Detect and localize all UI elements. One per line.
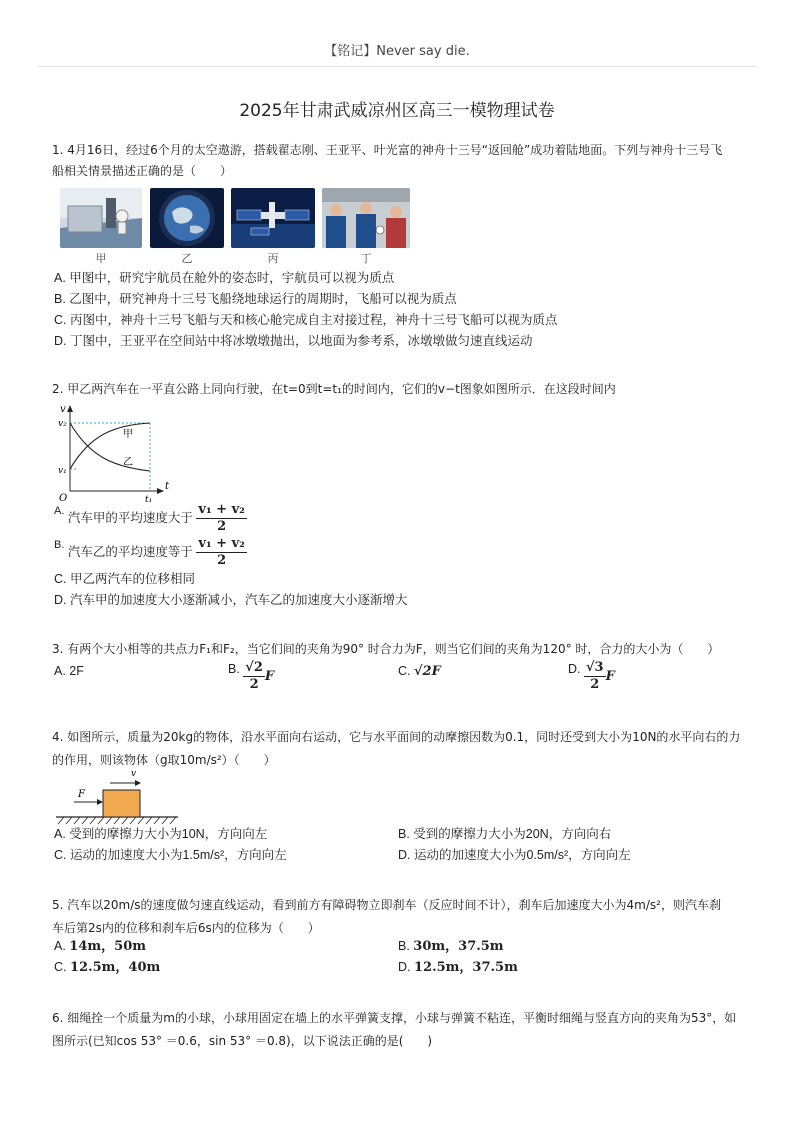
q4-stem [52,729,752,769]
q5-option-c[interactable] [54,958,160,977]
q4-option-d[interactable]: D. 运动的加速度大小为0.5m/s²，方向向左 [398,848,631,862]
q1-caption-bing: 丙 [267,252,279,265]
q5-option-b[interactable] [398,937,504,956]
q5-stem-line2: 车后第2s内的位移和刹车后6s内的位移为（ ） [52,921,320,935]
q4-option-c[interactable]: C. 运动的加速度大小为1.5m/s²，方向向左 [54,848,287,862]
q5-option-b-prefix: B. [398,939,410,953]
q1-photo-yi [150,188,224,248]
q1-option-a[interactable]: A. 甲图中，研究宇航员在舱外的姿态时，宇航员可以视为质点 [54,271,395,285]
q1-stem-line1: 1. 4月16日，经过6个月的太空遨游，搭载翟志刚、王亚平、叶光富的神舟十三号“返回舱”成功着陆地面。下列与神舟十三号飞 [52,143,723,157]
q2-option-b[interactable] [54,536,247,569]
q3-option-d[interactable] [568,660,615,693]
q5-option-d-prefix: D. [398,960,411,974]
q5-option-a-prefix: A. [54,939,66,953]
q1-photo-ding [322,188,410,248]
q3-option-c-prefix: C. [398,664,411,678]
q6-stem-line1: 6. 细绳拴一个质量为m的小球，小球用固定在墙上的水平弹簧支撑，小球与弹簧不粘连，平衡时细绳与竖直方向的夹角为53°，如 [52,1011,737,1025]
q2-curve-yi [70,423,150,471]
q1-option-c[interactable]: C. 丙图中，神舟十三号飞船与天和核心舱完成自主对接过程，神舟十三号飞船可以视为质点 [54,313,558,327]
q3-option-d-denominator: 2 [590,677,600,692]
q3-option-c-value: √2F [413,664,441,679]
q4-velocity-label: v [131,769,137,779]
q2-option-c[interactable]: C. 甲乙两汽车的位移相同 [54,572,195,586]
q3-option-c[interactable] [398,662,441,681]
q2-fraction-numerator: v₁ + v₂ [198,502,245,517]
q2-t1-label: t₁ [145,495,153,503]
exam-title: 2025年甘肃武威凉州区高三一模物理试卷 [239,101,555,121]
q4-block-figure [56,766,181,826]
q1-stem-line2: 船相关情景描述正确的是（ ） [52,164,233,178]
q3-option-d-fraction [584,660,606,693]
q3-option-d-prefix: D. [568,662,581,676]
q3-option-b-variable: F [264,668,275,684]
q2-option-a-fraction [196,502,246,535]
q2-stem: 2. 甲乙两汽车在一平直公路上同向行驶，在t=0到t=t₁的时间内，它们的v−t图象如图所示．在这段时间内 [52,382,616,396]
q1-photo-jia [60,188,142,248]
q3-option-a[interactable]: A. 2F [54,664,84,678]
q3-option-d-variable: F [605,668,615,684]
q3-option-b-numerator: √2 [245,660,263,675]
q2-curve-jia [70,423,150,469]
q2-option-b-fraction [196,536,246,569]
q3-option-b-fraction [243,660,265,693]
q3-option-b[interactable] [228,660,274,693]
q2-option-b-text: 汽车乙的平均速度等于 [67,544,193,559]
q2-vt-graph [56,403,171,503]
q4-block [103,790,140,817]
q2-v1-label: v₁ [58,466,67,476]
q4-ground-hatch [58,817,176,824]
q5-option-d[interactable] [398,958,518,977]
q2-curve-yi-label: 乙 [123,457,133,468]
q6-stem-line2: 图所示(已知cos 53° ＝0.6，sin 53° ＝0.8)，以下说法正确的是( ) [52,1034,433,1048]
q1-caption-yi: 乙 [181,252,193,265]
q3-option-d-numerator: √3 [585,660,604,675]
q2-v2-label: v₂ [58,419,67,429]
q2-origin-label: O [59,493,68,503]
q1-option-b[interactable]: B. 乙图中，研究神舟十三号飞船绕地球运行的周期时，飞船可以视为质点 [54,292,457,306]
q5-option-c-prefix: C. [54,960,67,974]
q1-caption-jia: 甲 [95,252,107,265]
q5-stem-line1: 5. 汽车以20m/s的速度做匀速直线运动，看到前方有障碍物立即刹车（反应时间不计），刹车后加速度大小为4m/s²，则汽车刹 [52,898,721,912]
q5-option-c-value: 12.5m，40m [69,960,161,975]
q5-option-b-value: 30m，37.5m [413,939,504,954]
q2-option-d[interactable]: D. 汽车甲的加速度大小逐渐减小，汽车乙的加速度大小逐渐增大 [54,593,408,607]
q3-option-b-denominator: 2 [249,677,259,692]
q1-option-d[interactable]: D. 丁图中，王亚平在空间站中将冰墩墩抛出，以地面为参考系，冰墩墩做匀速直线运动 [54,334,533,348]
header-divider [38,66,756,67]
q2-fraction-numerator: v₁ + v₂ [198,536,245,551]
q1-caption-ding: 丁 [360,252,372,265]
q1-photo-bing [231,188,315,248]
q5-option-a[interactable] [54,937,146,956]
q2-option-a[interactable] [54,502,247,535]
q2-option-a-prefix: A. [54,505,65,517]
q5-option-d-value: 12.5m，37.5m [413,960,518,975]
q2-fraction-denominator: 2 [217,553,227,568]
q4-stem-line1: 4. 如图所示，质量为20kg的物体，沿水平面向右运动，它与水平面间的动摩擦因数为0.1，同时还受到大小为10N的水平向右的力 [52,730,741,744]
q2-fraction-denominator: 2 [217,519,227,534]
q4-option-a[interactable]: A. 受到的摩擦力大小为10N，方向向左 [54,827,268,841]
q4-stem-line2: 的作用，则该物体（g取10m/s²）（ ） [52,753,276,767]
q2-option-b-prefix: B. [54,539,65,551]
q1-stem [52,142,752,180]
q4-force-label: F [78,789,85,800]
q4-option-b[interactable]: B. 受到的摩擦力大小为20N，方向向右 [398,827,612,841]
q6-stem [52,1010,752,1050]
q5-stem [52,897,752,937]
q2-curve-jia-label: 甲 [123,429,133,440]
q3-option-b-prefix: B. [228,662,240,676]
q5-option-a-value: 14m，50m [69,939,146,954]
q2-t-label: t [165,481,170,492]
q2-option-a-text: 汽车甲的平均速度大于 [67,510,193,525]
q2-v-label: v [60,404,66,415]
header-motto: 【铭记】Never say die. [324,44,470,59]
q3-stem: 3. 有两个大小相等的共点力F₁和F₂，当它们间的夹角为90° 时合力为F，则当它们间的夹角为120° 时，合力的大小为（ ） [52,642,720,656]
